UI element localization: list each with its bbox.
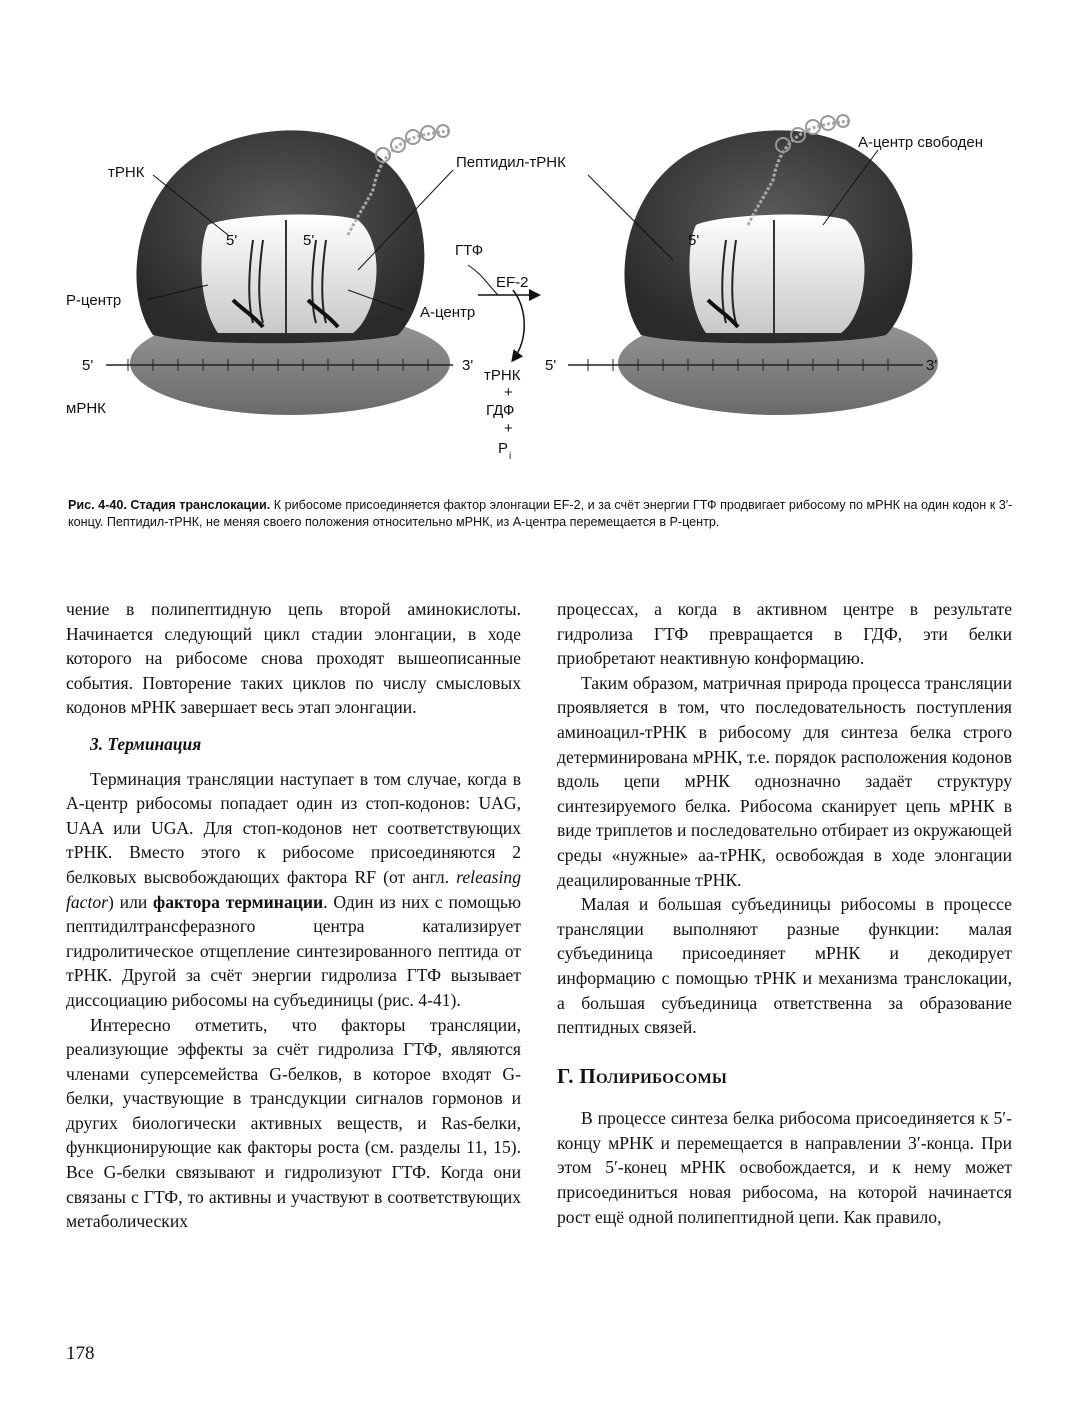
cavity-right — [689, 215, 864, 333]
right-paragraph-4: В процессе синтеза белка рибосома присоединяется к 5′-концу мРНК и перемещается в направлении 3′-конца. При этом 5′-конец мРНК освобождается, и к нему может присоединиться новая рибосома, на которой начинается рост ещё одной полипептидной цепи. Как правило, — [557, 1108, 1012, 1227]
section-heading-polyribosomes: Г. Полирибосомы — [557, 1063, 727, 1088]
label-gtp: ГТФ — [455, 242, 484, 259]
left-paragraph-2: Терминация трансляции наступает в том случае, когда в А-центр рибосомы попадает один из стоп-кодонов: UAG, UAA или UGA. Для стоп-кодонов нет соответствующих тРНК. Вместо этого к рибосоме присоединяются 2 белковых высвобождающих фактора RF (от англ. releasing factor) или фактора терминации. Один из них с помощью пептидилтрансферазного центра катализирует гидролитическое отщепление синтезированного пептида от тРНК. Другой за счёт энергии гидролиза ГТФ вызывает диссоциацию рибосомы на субъединицы (рис. 4-41). — [66, 768, 521, 1010]
label-3prime-left: 3' — [462, 357, 474, 374]
right-paragraph-2: Таким образом, матричная природа процесса трансляции проявляется в том, что последовательность поступления аминоацил-тРНК в рибосому для синтеза белка строго детерминирована мРНК, т.е. порядок расположения кодонов вдоль цепи мРНК однозначно задаёт структуру синтезируемого белка. Рибосома сканирует цепь мРНК в виде триплетов и последовательно отбирает из окружающей среды «нужные» аа-тРНК, освобождая в ходе элонгации деацилированные тРНК. — [557, 672, 1012, 890]
right-paragraph-1: процессах, а когда в активном центре в результате гидролиза ГТФ превращается в ГДФ, эти белки приобретают неактивную конформацию. — [557, 599, 1012, 669]
label-a-center-free: А-центр свободен — [858, 134, 984, 151]
label-5prime-right: 5' — [545, 357, 557, 374]
right-column — [557, 597, 1012, 1229]
label-mrna: мРНК — [66, 400, 106, 417]
caption-text: К рибосоме присоединяется фактор элонгации EF-2, и за счёт энергии ГТФ продвигает рибосому по мРНК на один кодон к 3′-концу. Пептидил-тРНК, не меняя своего положения относительно мРНК, из А-центра перемещается в Р-центр. — [68, 498, 1013, 529]
label-plus-2: + — [504, 420, 513, 437]
label-gdp: ГДФ — [486, 402, 515, 419]
label-3prime-right: 3' — [926, 357, 938, 374]
ribosome-right — [568, 115, 938, 415]
ribosome-left — [106, 125, 453, 415]
label-trna: тРНК — [108, 164, 145, 181]
release-arrow — [513, 290, 524, 360]
label-a-center: А-центр — [420, 304, 476, 321]
label-5prime-top-left-p: 5' — [226, 232, 238, 249]
label-p-center: Р-центр — [66, 292, 122, 309]
caption-label: Рис. 4-40. Стадия транслокации. — [68, 498, 271, 512]
translocation-diagram — [58, 95, 1018, 475]
figure-caption — [68, 497, 1013, 531]
subheading-termination: 3. Терминация — [90, 733, 202, 754]
label-5prime-left: 5' — [82, 357, 94, 374]
releasing-factor-term: releasing factor — [66, 866, 521, 912]
label-ef2: EF-2 — [496, 274, 529, 291]
termination-factor-term: фактора терминации — [153, 891, 324, 912]
label-pi: P — [498, 440, 509, 457]
label-pi-sub: i — [509, 451, 512, 462]
label-5prime-top-right: 5' — [688, 232, 700, 249]
left-column — [66, 597, 521, 1234]
page-number: 178 — [66, 1343, 95, 1364]
label-5prime-top-left-a: 5' — [303, 232, 315, 249]
label-plus-1: + — [504, 384, 513, 401]
right-paragraph-3: Малая и большая субъединицы рибосомы в процессе трансляции выполняют разные функции: малая субъединица присоединяет мРНК и декодирует информацию с помощью тРНК и механизма транслокации, а большая субъединица ответственна за образование пептидных связей. — [557, 894, 1012, 1038]
figure-4-40 — [58, 95, 1018, 475]
label-peptidyl-trna: Пептидил-тРНК — [456, 154, 566, 171]
left-paragraph-1: чение в полипептидную цепь второй аминокислоты. Начинается следующий цикл стадии элонгации, в ходе которого на рибосоме снова проходят вышеописанные события. Повторение таких циклов по числу смысловых кодонов мРНК завершает весь этап элонгации. — [66, 599, 521, 718]
left-paragraph-3: Интересно отметить, что факторы трансляции, реализующие эффекты за счёт гидролиза ГТФ, являются членами суперсемейства G-белков, в которое входят G-белки, участвующие в трансдукции сигналов гормонов и других биологически активных веществ, и Ras-белки, функционирующие как факторы роста (см. разделы 11, 15). Все G-белки связывают и гидролизуют ГТФ. Когда они связаны с ГТФ, то активны и участвуют в соответствующих метаболических — [66, 1014, 521, 1232]
label-out-trna: тРНК — [484, 367, 521, 384]
